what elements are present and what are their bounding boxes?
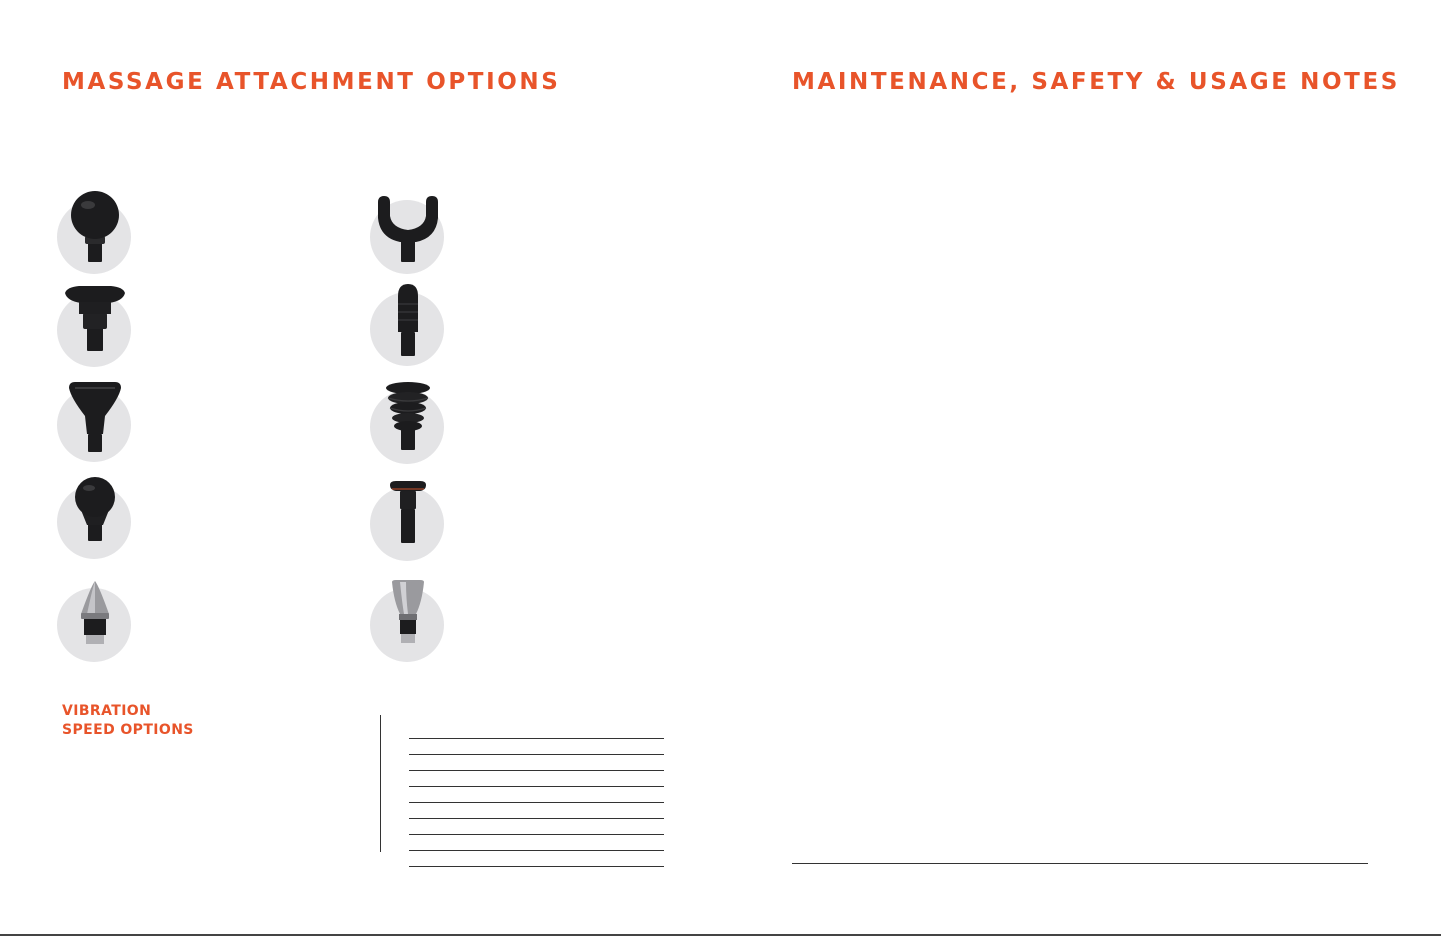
speed-table-rule	[409, 802, 664, 803]
maintenance-notes-title: MAINTENANCE, SAFETY & USAGE NOTES	[792, 69, 1400, 95]
spiral-head-icon	[370, 380, 446, 464]
attachment-item-wedge	[57, 378, 133, 462]
attachment-item-cone	[57, 578, 133, 662]
speed-table-rule	[409, 866, 664, 867]
cone-head-icon	[57, 578, 133, 662]
attachment-options-title: MASSAGE ATTACHMENT OPTIONS	[62, 69, 561, 95]
speed-table-rule	[409, 818, 664, 819]
speed-table-rule	[409, 850, 664, 851]
speed-table-rule	[409, 770, 664, 771]
speed-table-rule	[409, 754, 664, 755]
attachment-item-round-ball	[57, 190, 133, 274]
attachment-item-spiral	[370, 380, 446, 464]
attachment-item-small-ball	[57, 475, 133, 559]
notes-bottom-rule	[792, 863, 1368, 864]
attachment-item-small-flat	[370, 477, 446, 561]
vibration-speed-heading	[62, 702, 194, 740]
vibration-heading-line1: VIBRATION	[62, 703, 152, 719]
speed-table-rule	[409, 786, 664, 787]
vibration-heading-line2: SPEED OPTIONS	[62, 722, 194, 738]
metal-flat-head-icon	[370, 578, 446, 662]
bullet-head-icon	[370, 282, 446, 366]
attachment-item-metal-flat	[370, 578, 446, 662]
small-flat-head-icon	[370, 477, 446, 561]
vertical-divider	[380, 715, 381, 852]
attachment-item-fork	[370, 190, 446, 274]
speed-table-rule	[409, 738, 664, 739]
small-ball-head-icon	[57, 475, 133, 559]
page-bottom-edge	[0, 934, 1441, 936]
attachment-item-flat	[57, 283, 133, 367]
fork-head-icon	[370, 190, 446, 274]
flat-head-icon	[57, 283, 133, 367]
attachment-item-bullet	[370, 282, 446, 366]
speed-table-rule	[409, 834, 664, 835]
round-ball-head-icon	[57, 190, 133, 274]
wedge-head-icon	[57, 378, 133, 462]
